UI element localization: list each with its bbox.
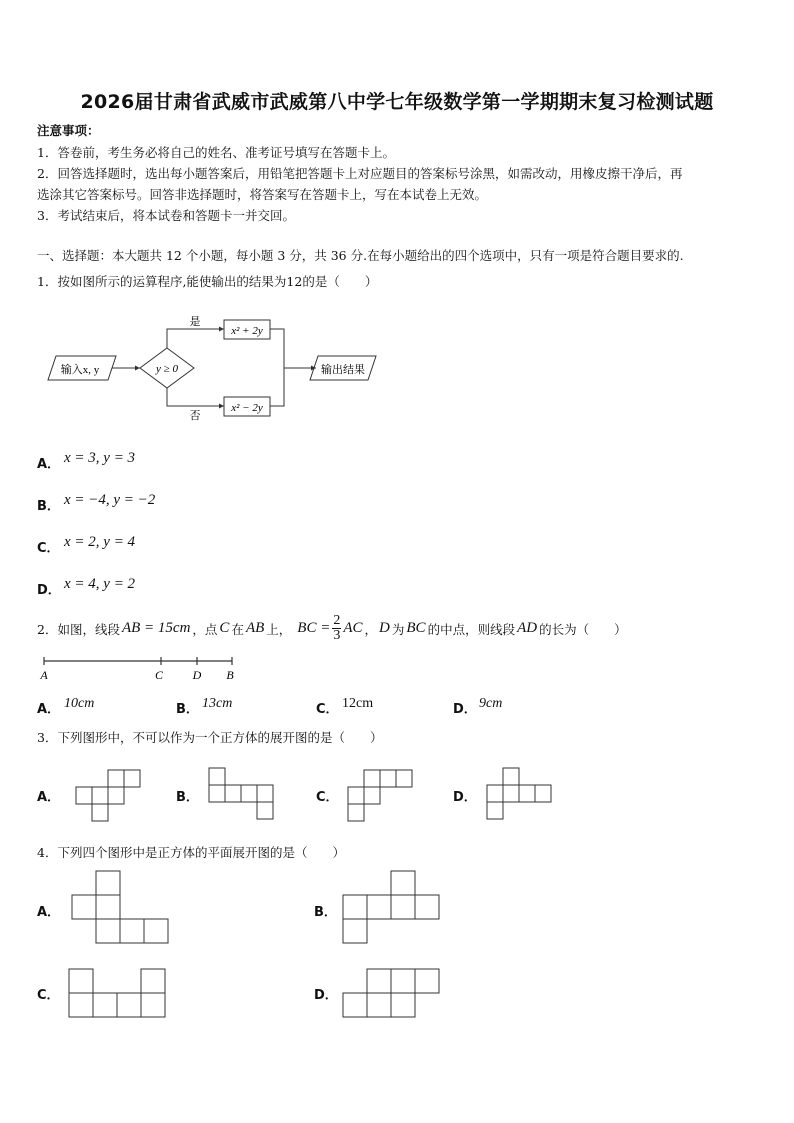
q2-stem [37,614,627,643]
fraction-numerator: 2 [333,613,341,628]
q1-option-b: x = −4, y = −2 [64,492,156,508]
fraction-denominator: 3 [333,628,341,643]
q3-net-c [346,769,418,823]
q3-option-d-label: D． [453,790,477,805]
q2-option-c-label: C． [316,702,339,717]
no-label: 否 [189,410,201,422]
q1-option-b-label: B． [37,499,60,514]
q2-option-a: 10cm [64,696,95,711]
condition-label: y ≥ 0 [156,363,178,375]
page-title: 2026届甘肃省武威市武威第八中学七年级数学第一学期期末复习检测试题 [80,91,714,113]
q2-stem-f: 为 [391,621,405,637]
notice-item-2-cont: 选涂其它答案标号。回答非选择题时，将答案写在答题卡上，写在本试卷上无效。 [37,187,488,202]
q2-option-d: 9cm [479,696,503,711]
q2-stem-c: 在 [231,621,244,637]
yes-label: 是 [189,316,201,328]
q2-ab-eq: AB = 15cm [121,620,191,636]
q1-option-a: x = 3, y = 3 [64,450,136,466]
point-a-label: A [40,668,48,682]
q4-option-c-label: C． [37,988,60,1003]
q3-net-d [485,767,557,823]
q3-option-c-label: C． [316,790,339,805]
q1-option-c-label: C． [37,541,60,556]
q1-option-d-label: D． [37,583,61,598]
q2-stem-d: 上， [266,621,292,637]
q2-option-d-label: D． [453,702,477,717]
q2-option-a-label: A． [37,702,61,717]
q4-net-a [70,870,172,946]
notice-item-3: 3．考试结束后，将本试卷和答题卡一并交回。 [37,208,295,223]
q1-option-d: x = 4, y = 2 [64,576,136,592]
q4-stem: 4．下列四个图形中是正方体的平面展开图的是（ ） [37,845,345,860]
q1-option-a-label: A． [37,457,61,472]
point-b-label: B [226,668,234,682]
q2-ab: AB [245,620,265,636]
q2-stem-e: ， [364,621,378,637]
q2-option-b: 13cm [202,696,233,711]
point-d-label: D [192,668,202,682]
section-heading: 一、选择题：本大题共 12 个小题，每小题 3 分，共 36 分.在每小题给出的四个选项中，只有一项是符合题目要求的. [37,248,684,263]
q2-stem-h: 的长为（ ） [539,621,627,637]
bottom-box-label: x² − 2y [231,402,263,414]
q2-bc: BC [406,620,426,636]
q2-ac: AC [343,620,363,636]
q3-net-b [207,767,279,823]
top-box-label: x² + 2y [231,325,263,337]
q2-stem-b: ，点 [192,621,218,637]
q1-flowchart [40,296,400,426]
q2-bc-eq: BC = [297,620,331,636]
q3-stem: 3．下列图形中，不可以作为一个正方体的展开图的是（ ） [37,730,383,745]
q3-option-b-label: B． [176,790,199,805]
input-label: 输入x, y [60,364,100,376]
q3-net-a [74,769,144,823]
q2-ad: AD [517,620,538,636]
notice-heading: 注意事项： [37,123,100,138]
q4-net-d [341,968,443,1020]
q2-point-d: D [379,620,390,636]
q2-stem-g: 的中点，则线段 [427,621,516,637]
q3-option-a-label: A． [37,790,61,805]
output-label: 输出结果 [321,364,365,376]
q4-option-b-label: B． [314,905,337,920]
q2-point-c: C [219,620,230,636]
q2-segment-figure [36,652,246,684]
q1-stem: 1．按如图所示的运算程序,能使输出的结果为12的是（ ） [37,274,378,289]
q4-net-c [67,968,169,1020]
q2-stem-a: 2．如图，线段 [37,621,120,637]
notice-item-1: 1．答卷前，考生务必将自己的姓名、准考证号填写在答题卡上。 [37,145,395,160]
q2-option-c: 12cm [342,696,374,711]
q1-option-c: x = 2, y = 4 [64,534,136,550]
q4-option-a-label: A． [37,905,61,920]
q4-option-d-label: D． [314,988,338,1003]
q2-option-b-label: B． [176,702,199,717]
notice-item-2: 2．回答选择题时，选出每小题答案后，用铅笔把答题卡上对应题目的答案标号涂黑，如需改动，用橡皮擦干净后，再 [37,166,683,181]
q4-net-b [341,870,443,946]
point-c-label: C [154,668,164,682]
q2-fraction [332,614,341,643]
